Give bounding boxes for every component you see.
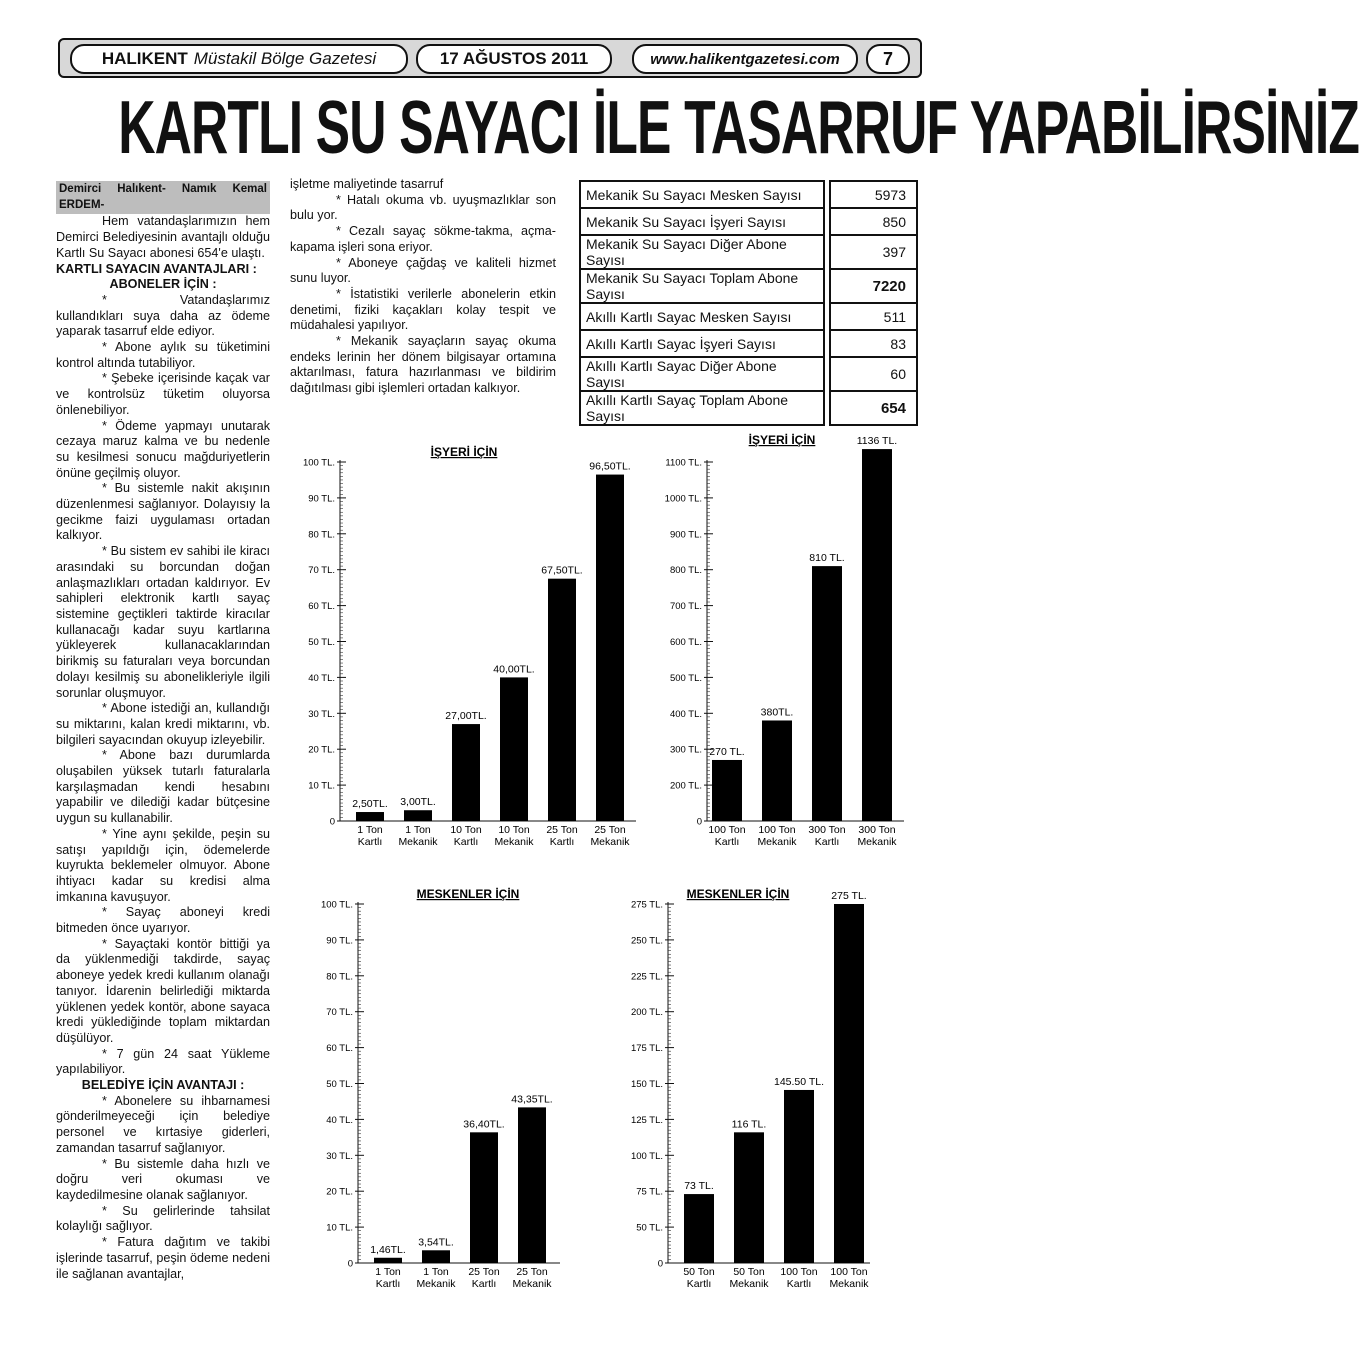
bullet-paragraph: * Bu sistemle daha hızlı ve doğru veri okuması ve kaydedilmesine olanak sağlanıyor. [56,1156,270,1202]
category-label: Mekanik [857,836,897,848]
y-tick-label: 40 TL. [326,1114,353,1126]
stats-value: 511 [830,303,917,330]
category-label: 50 Ton [683,1266,715,1278]
column-1-body [56,214,270,1282]
section-subheading: ABONELER İÇİN : [109,277,217,292]
bullet-paragraph: * Mekanik sayaçların sayaç okuma endeks lerinin her dönem bilgisayar ortamına aktarılması, fatura hazırlanması ve bildirim dağıtılması gibi işlemleri ortadan kalkıyor. [290,334,556,396]
y-tick-label: 500 TL. [669,672,702,684]
chart-title: İŞYERİ İÇİN [748,433,816,447]
bar-value-label: 275 TL. [831,890,867,902]
y-tick-label: 200 TL. [669,780,702,792]
bullet-paragraph: * Abonelere su ihbarnamesi gönderilmeyeceği için belediye personel ve kırtasiye giderleri, zamandan tasarruf sağlanıyor. [56,1093,270,1155]
y-tick-label: 20 TL. [308,744,335,756]
y-tick-label: 0 [329,816,335,828]
category-label: Kartlı [471,1278,497,1290]
y-tick-label: 225 TL. [630,971,663,983]
bar-value-label: 67,50TL. [541,564,583,577]
bar-chart-svg [294,444,644,854]
bullet-paragraph: * Fatura dağıtım ve takibi işlerinde tasarruf, peşin ödeme nedeni ile sağlanan avantajlar, [56,1235,270,1281]
y-tick-label: 60 TL. [308,601,335,613]
bar-chart-svg [628,886,878,1296]
bar-value-label: 1136 TL. [856,435,898,448]
y-tick-label: 1000 TL. [664,493,702,505]
category-label: 1 Ton [405,824,431,836]
bar-value-label: 40,00TL. [493,663,535,676]
y-tick-label: 275 TL. [630,899,663,911]
bullet-paragraph: * Ödeme yapmayı unutarak cezaya maruz kalma ve bu nedenle su kesilmesi sonucu mağduriyetlerin önüne geçilmiş oluyor. [56,418,270,480]
article-headline: KARTLI SU SAYACI İLE TASARRUF YAPABİLİRSİNİZ [118,85,1359,170]
category-label: 25 Ton [594,824,626,836]
bar [404,810,432,821]
y-tick-label: 50 TL. [326,1079,353,1090]
chart-workplace-large [652,432,912,857]
bar [684,1194,714,1263]
y-tick-label: 0 [657,1258,663,1270]
category-label: Kartlı [549,836,575,848]
stats-value: 850 [830,208,917,235]
y-tick-label: 75 TL. [636,1186,663,1198]
bar [374,1258,402,1263]
y-tick-label: 800 TL. [669,565,702,577]
y-tick-label: 20 TL. [326,1186,353,1198]
bullet-paragraph: * Hatalı okuma vb. uyuşmazlıklar son bulu yor. [290,192,556,223]
category-label: 25 Ton [516,1266,548,1278]
bar [862,449,892,821]
bar [596,475,624,821]
paragraph: işletme maliyetinde tasarruf [290,177,444,191]
bar-chart-svg [652,432,912,857]
paper-name: HALIKENT [101,49,188,68]
stats-row [580,303,917,330]
y-tick-label: 70 TL. [308,565,335,577]
y-tick-label: 10 TL. [326,1222,353,1234]
bullet-paragraph: * Abone bazı durumlarda oluşabilen yüksek tutarlı faturalarla karşılaşmadan kendi hesabını yapabilir ve dilediği kadar bütçesine uygun su kullanabilir. [56,748,270,826]
chart-residence-large [628,886,878,1296]
bar-value-label: 1,46TL. [370,1243,406,1256]
category-label: Mekanik [729,1278,769,1290]
stats-row [580,208,917,235]
y-tick-label: 250 TL. [630,935,663,947]
bar-value-label: 3,54TL. [418,1236,454,1249]
bar [500,677,528,821]
bullet-paragraph: * Aboneye çağdaş ve kaliteli hizmet sunu luyor. [290,255,556,286]
stats-row [580,269,917,303]
bullet-paragraph: * Sayaç aboneyi kredi bitmeden önce uyarıyor. [56,905,270,936]
bar-value-label: 73 TL. [684,1180,714,1193]
stats-row [580,181,917,208]
bullet-paragraph: * Bu sistemle nakit akışının düzenlenmesi sağlanıyor. Dolayısıy la gecikme faizi uygulaması ortadan kalkıyor. [56,481,270,543]
bullet-paragraph: * Abone aylık su tüketimini kontrol altında tutabiliyor. [56,340,270,370]
bar [422,1250,450,1263]
chart-residence-small [318,886,568,1296]
category-label: Kartlı [453,836,479,848]
bar-chart-svg [318,886,568,1296]
y-tick-label: 80 TL. [308,529,335,541]
stats-row [580,357,917,391]
y-tick-label: 600 TL. [669,637,702,648]
bar-value-label: 380TL. [760,706,794,719]
y-tick-label: 100 TL. [302,457,335,469]
y-tick-label: 50 TL. [308,637,335,648]
bar-value-label: 3,00TL. [400,796,436,809]
paper-name-pill [70,44,408,74]
y-tick-label: 60 TL. [326,1043,353,1055]
category-label: 1 Ton [423,1266,449,1278]
category-label: 300 Ton [858,824,896,836]
bar [452,724,480,821]
article-column-1 [56,181,270,1282]
category-label: Mekanik [398,836,438,848]
y-tick-label: 175 TL. [630,1043,663,1055]
bar [784,1090,814,1263]
y-tick-label: 90 TL. [308,493,335,505]
y-tick-label: 100 TL. [320,899,353,911]
y-tick-label: 80 TL. [326,971,353,983]
stats-label: Akıllı Kartlı Sayaç Toplam Abone Sayısı [580,391,824,425]
category-label: 100 Ton [780,1266,818,1278]
stats-row [580,391,917,425]
y-tick-label: 40 TL. [308,672,335,684]
stats-label: Akıllı Kartlı Sayac İşyeri Sayısı [580,330,824,357]
category-label: 1 Ton [375,1266,401,1278]
y-tick-label: 150 TL. [630,1079,663,1090]
bar [734,1132,764,1263]
bullet-paragraph: * Abone istediği an, kullandığı su miktarını, kalan kredi miktarını, vb. bilgileri sayacından okuyup izleyebilir. [56,701,270,747]
stats-label: Mekanik Su Sayacı Toplam Abone Sayısı [580,269,824,303]
bar [834,904,864,1263]
category-label: 25 Ton [468,1266,500,1278]
bar-value-label: 27,00TL. [445,710,487,723]
stats-label: Mekanik Su Sayacı İşyeri Sayısı [580,208,824,235]
y-tick-label: 30 TL. [308,708,335,720]
bar [356,812,384,821]
y-tick-label: 700 TL. [669,601,702,613]
bullet-paragraph: * İstatistiki verilerle abonelerin etkin denetimi, fiziki kaçakları kolay tespit ve müdahalesi yapılıyor. [290,286,556,333]
stats-row [580,330,917,357]
y-tick-label: 400 TL. [669,708,702,720]
stats-value: 83 [830,330,917,357]
y-tick-label: 0 [696,816,702,828]
bar-value-label: 270 TL. [709,745,745,758]
bar [712,760,742,821]
category-label: Mekanik [494,836,534,848]
category-label: 100 Ton [830,1266,868,1278]
chart-title: MESKENLER İÇİN [416,887,520,901]
y-tick-label: 300 TL. [669,744,702,756]
y-tick-label: 900 TL. [669,529,702,541]
category-label: Mekanik [590,836,630,848]
category-label: Kartlı [686,1278,712,1290]
stats-label: Mekanik Su Sayacı Mesken Sayısı [580,181,824,208]
chart-title: İŞYERİ İÇİN [430,445,498,459]
category-label: Kartlı [814,836,840,848]
page-number: 7 [866,44,910,74]
category-label: Kartlı [714,836,740,848]
bar-value-label: 43,35TL. [511,1093,553,1106]
paper-subtitle: Müstakil Bölge Gazetesi [193,49,377,68]
bar-value-label: 810 TL. [809,552,845,565]
category-label: Kartlı [357,836,383,848]
y-tick-label: 90 TL. [326,935,353,947]
column-2-body [290,177,556,397]
bullet-paragraph: * Bu sistem ev sahibi ile kiracı arasındaki su borcundan doğan anlaşmazlıkları ortadan kaldırıyor. Ev sahipleri elektronik kartlı sayaç sistemine geçtikleri taktirde kiracılar kullanacağı kadar suyu kartlarına yükleyerek kullanacaklarından birikmiş su faturaları veya borcundan dolayı kesilmiş su abonelikleriyle ilgili sorunlar oluşmuyor. [56,544,270,700]
bullet-paragraph: * Sayaçtaki kontör bittiği ya da yüklenmediği takdirde, sayaç aboneye yedek kredi kullanım olanağı tanıyor. İdarenin belirlediği miktarda yüklenen yedek kontör, abone sayaca kredi yüklediğinde toplam miktardan düşülüyor. [56,936,270,1045]
y-tick-label: 50 TL. [636,1222,663,1234]
section-heading: KARTLI SAYACIN AVANTAJLARI : [56,261,257,276]
section-subheading: BELEDİYE İÇİN AVANTAJI : [81,1078,245,1093]
category-label: 50 Ton [733,1266,765,1278]
category-label: Mekanik [757,836,797,848]
category-label: Mekanik [512,1278,552,1290]
bar [762,720,792,821]
chart-workplace-small [294,444,644,854]
intro-paragraph: Hem vatandaşlarımızın hem Demirci Belediyesinin avantajlı olduğu Kartlı Su Sayacı abonesi 654'e ulaştı. [56,214,270,260]
category-label: 10 Ton [498,824,530,836]
stats-value: 60 [830,357,917,391]
chart-title: MESKENLER İÇİN [686,887,790,901]
category-label: Kartlı [786,1278,812,1290]
y-tick-label: 200 TL. [630,1007,663,1019]
bullet-paragraph: * Su gelirlerinde tahsilat kolaylığı sağlıyor. [56,1203,270,1234]
y-tick-label: 100 TL. [630,1150,663,1162]
bar [548,579,576,821]
category-label: 25 Ton [546,824,578,836]
category-label: 1 Ton [357,824,383,836]
bar-value-label: 36,40TL. [463,1118,505,1131]
bar [812,566,842,821]
bullet-paragraph: * Şebeke içerisinde kaçak var ve kontrolsüz tüketim oluyorsa önlenebiliyor. [56,371,270,417]
stats-row [580,235,917,269]
category-label: Mekanik [416,1278,456,1290]
bullet-paragraph: * Yine aynı şekilde, peşin su satışı yapıldığı için, ödemelerde kuyrukta beklemeler olmuyor. Abone ihtiyacı kadar su kredisi alma imkanına kavuşuyor. [56,826,270,904]
y-tick-label: 1100 TL. [665,457,702,469]
stats-value: 397 [830,235,917,269]
bar-value-label: 116 TL. [731,1118,767,1131]
category-label: 100 Ton [758,824,796,836]
bullet-paragraph: * Vatandaşlarımız kullandıkları suya daha az ödeme yaparak tasarruf elde ediyor. [56,292,270,339]
bar-value-label: 145.50 TL. [773,1075,825,1088]
y-tick-label: 30 TL. [326,1150,353,1162]
y-tick-label: 0 [347,1258,353,1270]
bullet-paragraph: * Cezalı sayaç sökme-takma, açma-kapama işleri sona eriyor. [290,224,556,254]
subscriber-stats-table [579,180,918,426]
website-link[interactable]: www.halikentgazetesi.com [632,44,858,74]
bar [518,1107,546,1263]
stats-label: Akıllı Kartlı Sayac Diğer Abone Sayısı [580,357,824,391]
article-column-2 [290,177,556,397]
issue-date: 17 AĞUSTOS 2011 [416,44,612,74]
y-tick-label: 70 TL. [326,1007,353,1019]
byline: Demirci Halıkent- Namık Kemal ERDEM- [56,181,270,214]
stats-value: 5973 [830,181,917,208]
bullet-paragraph: * 7 gün 24 saat Yükleme yapılabiliyor. [56,1046,270,1077]
category-label: Mekanik [829,1278,869,1290]
stats-label: Mekanik Su Sayacı Diğer Abone Sayısı [580,235,824,269]
y-tick-label: 10 TL. [308,780,335,792]
y-tick-label: 125 TL. [630,1114,663,1126]
newspaper-header-bar [58,38,922,78]
stats-label: Akıllı Kartlı Sayac Mesken Sayısı [580,303,824,330]
bar-value-label: 2,50TL. [352,798,388,811]
stats-value: 654 [830,391,917,425]
bar [470,1132,498,1263]
category-label: 100 Ton [708,824,746,836]
category-label: 300 Ton [808,824,846,836]
bar-value-label: 96,50TL. [589,460,631,473]
category-label: Kartlı [375,1278,401,1290]
category-label: 10 Ton [450,824,482,836]
stats-value: 7220 [830,269,917,303]
